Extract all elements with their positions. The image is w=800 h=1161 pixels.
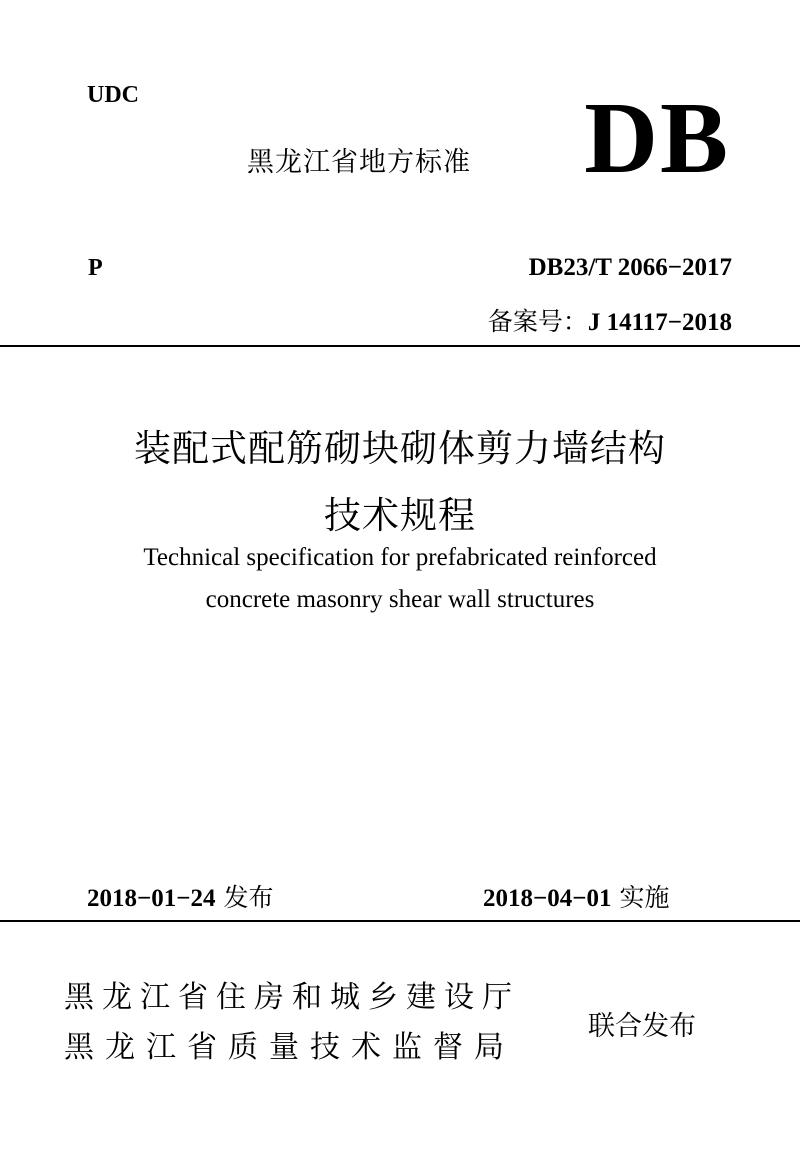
issuer-line2: 黑龙江省质量技术监督局 xyxy=(64,1030,515,1065)
issue-date-row xyxy=(87,878,274,914)
bottom-divider xyxy=(0,920,800,922)
title-cn-line1: 装配式配筋砌块砌体剪力墙结构 xyxy=(134,427,666,470)
implementation-label: 实施 xyxy=(619,883,670,912)
udc-label: UDC xyxy=(87,82,139,108)
db-mark: DB xyxy=(584,82,730,195)
top-divider xyxy=(0,345,800,347)
implementation-date: 2018−04−01 xyxy=(483,885,612,912)
standard-number: DB23/T 2066−2017 xyxy=(528,254,732,281)
title-cn-line2: 技术规程 xyxy=(324,494,476,537)
issuer-line1: 黑龙江省住房和城乡建设厅 xyxy=(64,980,520,1015)
joint-release-label: 联合发布 xyxy=(588,1011,696,1042)
title-en-line2: concrete masonry shear wall structures xyxy=(205,586,595,613)
issue-label: 发布 xyxy=(223,883,274,912)
standard-type: 黑龙江省地方标准 xyxy=(247,147,471,178)
implementation-date-row xyxy=(483,878,670,914)
title-en-line1: Technical specification for prefabricated reinforced xyxy=(143,544,657,571)
record-label: 备案号： xyxy=(487,307,588,336)
record-number-row xyxy=(488,302,732,338)
issue-date: 2018−01−24 xyxy=(87,885,216,912)
classification-code: P xyxy=(88,255,103,281)
record-number: J 14117−2018 xyxy=(587,309,732,336)
